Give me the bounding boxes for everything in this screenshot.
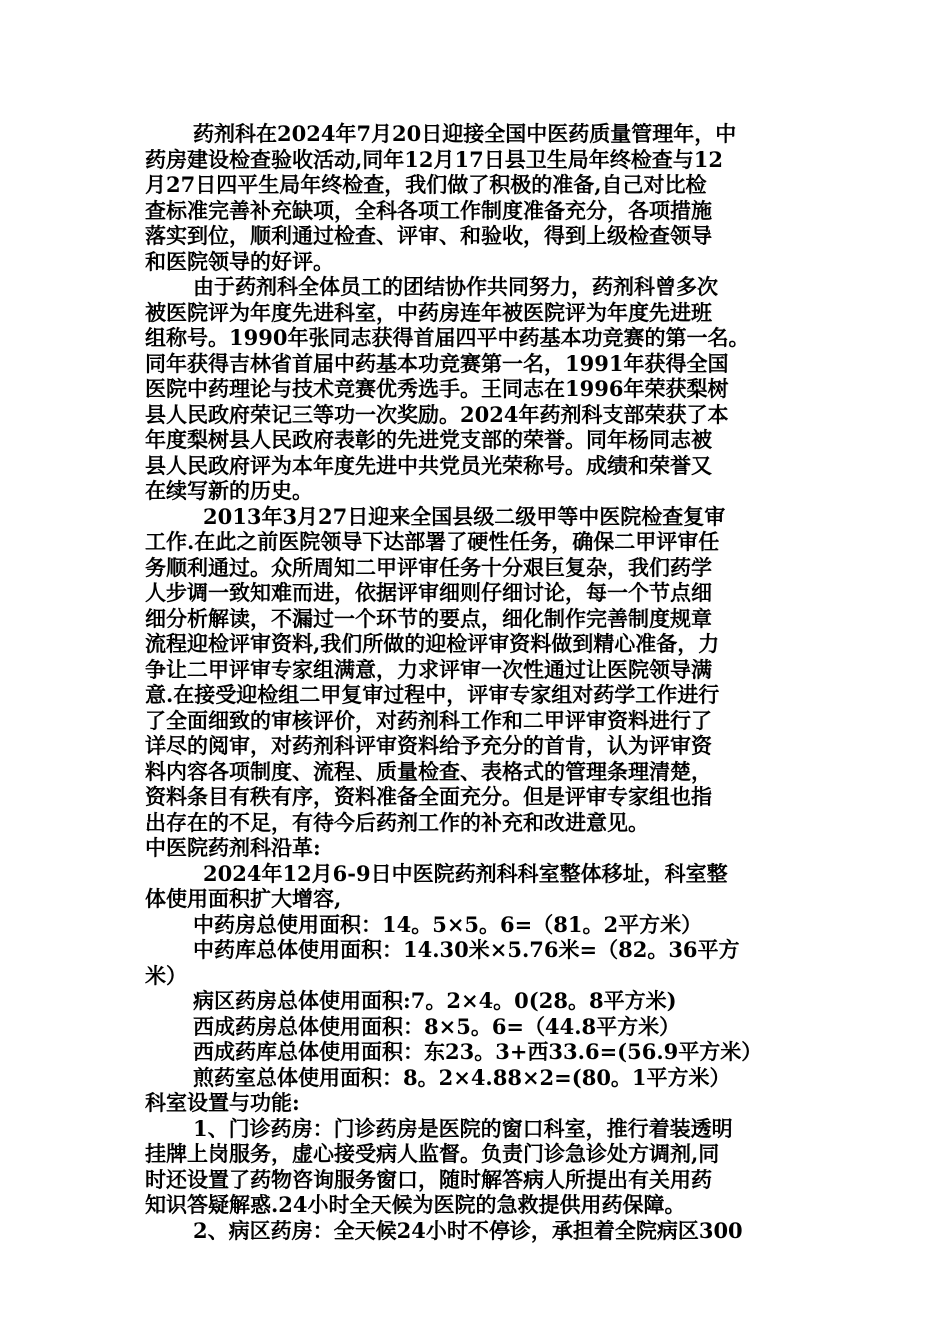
text-line: 和医院领导的好评。: [145, 248, 334, 274]
text-line: 人步调一致知难而进，依据评审细则仔细讨论，每一个节点细: [145, 580, 712, 605]
text-line: 流程迎检评审资料,我们所做的迎检评审资料做到精心准备，力: [145, 631, 720, 656]
text-line: 2、病区药房：全天候24小时不停诊，承担着全院病区300: [193, 1217, 743, 1243]
text-line: 知识答疑解惑.24小时全天候为医院的急救提供用药保障。: [145, 1192, 686, 1217]
text-line: 落实到位，顺利通过检查、评审、和验收，得到上级检查领导: [145, 223, 712, 248]
text-line: 药剂科在2024年7月20日迎接全国中医药质量管理年，中: [193, 121, 737, 146]
text-line: 县人民政府荣记三等功一次奖励。2024年药剂科支部荣获了本: [145, 401, 729, 427]
area-item: 西成药房总体使用面积：8×5。6=（44.8平方米）: [193, 1013, 681, 1039]
text-line: 药房建设检查验收活动,同年12月17日县卫生局年终检查与12: [145, 146, 723, 172]
text-line: 出存在的不足，有待今后药剂工作的补充和改进意见。: [145, 809, 649, 835]
text-line: 时还设置了药物咨询服务窗口，随时解答病人所提出有关用药: [145, 1166, 712, 1192]
text-line: 年度梨树县人民政府表彰的先进党支部的荣誉。同年杨同志被: [145, 427, 712, 452]
area-item: 病区药房总体使用面积:7。2×4。0(28。8平方米): [193, 988, 677, 1013]
area-item: 中药房总使用面积：14。5×5。6=（81。2平方米）: [193, 911, 703, 937]
text-line: 在续写新的历史。: [145, 478, 313, 503]
text-line: 被医院评为年度先进科室，中药房连年被医院评为年度先进班: [145, 299, 712, 325]
section-heading: 科室设置与功能:: [145, 1090, 300, 1115]
area-item: 西成药库总体使用面积：东23。3+西33.6=(56.9平方米）: [193, 1039, 763, 1064]
body-text: [145, 121, 813, 1243]
area-item: 中药库总体使用面积：14.30米×5.76米=（82。36平方: [193, 937, 740, 962]
text-line: 争让二甲评审专家组满意，力求评审一次性通过让医院领导满: [145, 656, 712, 682]
text-line: 2024年12月6-9日中医院药剂科科室整体移址，科室整: [203, 860, 728, 886]
text-line: 了全面细致的审核评价，对药剂科工作和二甲评审资料进行了: [145, 707, 712, 733]
text-line: 由于药剂科全体员工的团结协作共同努力，药剂科曾多次: [193, 274, 718, 299]
text-line: 意.在接受迎检组二甲复审过程中，评审专家组对药学工作进行: [145, 682, 720, 707]
text-line: 务顺利通过。众所周知二甲评审任务十分艰巨复杂，我们药学: [145, 554, 712, 580]
text-line: 县人民政府评为本年度先进中共党员光荣称号。成绩和荣誉又: [145, 452, 712, 478]
text-line: 体使用面积扩大增容,: [145, 886, 342, 911]
text-line: 组称号。1990年张同志获得首届四平中药基本功竞赛的第一名。: [145, 325, 750, 350]
area-item: 煎药室总体使用面积：8。2×4.88×2=(80。1平方米）: [193, 1064, 731, 1090]
text-line: 料内容各项制度、流程、质量检查、表格式的管理条理清楚，: [145, 758, 712, 784]
section-heading: 中医院药剂科沿革:: [145, 835, 321, 860]
text-line: 米）: [145, 962, 187, 988]
text-line: 详尽的阅审，对药剂科评审资料给予充分的首肯，认为评审资: [145, 733, 712, 758]
text-line: 同年获得吉林省首届中药基本功竞赛第一名，1991年获得全国: [145, 350, 729, 376]
text-line: 医院中药理论与技术竞赛优秀选手。王同志在1996年荣获梨树: [145, 376, 729, 401]
text-line: 细分析解读，不漏过一个环节的要点，细化制作完善制度规章: [145, 605, 712, 631]
text-line: 查标准完善补充缺项，全科各项工作制度准备充分，各项措施: [145, 197, 712, 223]
text-line: 资料条目有秩有序，资料准备全面充分。但是评审专家组也指: [145, 784, 712, 809]
text-line: 工作.在此之前医院领导下达部署了硬性任务，确保二甲评审任: [145, 529, 720, 554]
text-line: 2013年3月27日迎来全国县级二级甲等中医院检查复审: [203, 503, 726, 529]
text-line: 挂牌上岗服务，虚心接受病人监督。负责门诊急诊处方调剂,同: [145, 1141, 720, 1166]
text-line: 月27日四平生局年终检查，我们做了积极的准备,自己对比检: [145, 172, 707, 197]
text-line: 1、门诊药房：门诊药房是医院的窗口科室，推行着装透明: [193, 1115, 733, 1141]
